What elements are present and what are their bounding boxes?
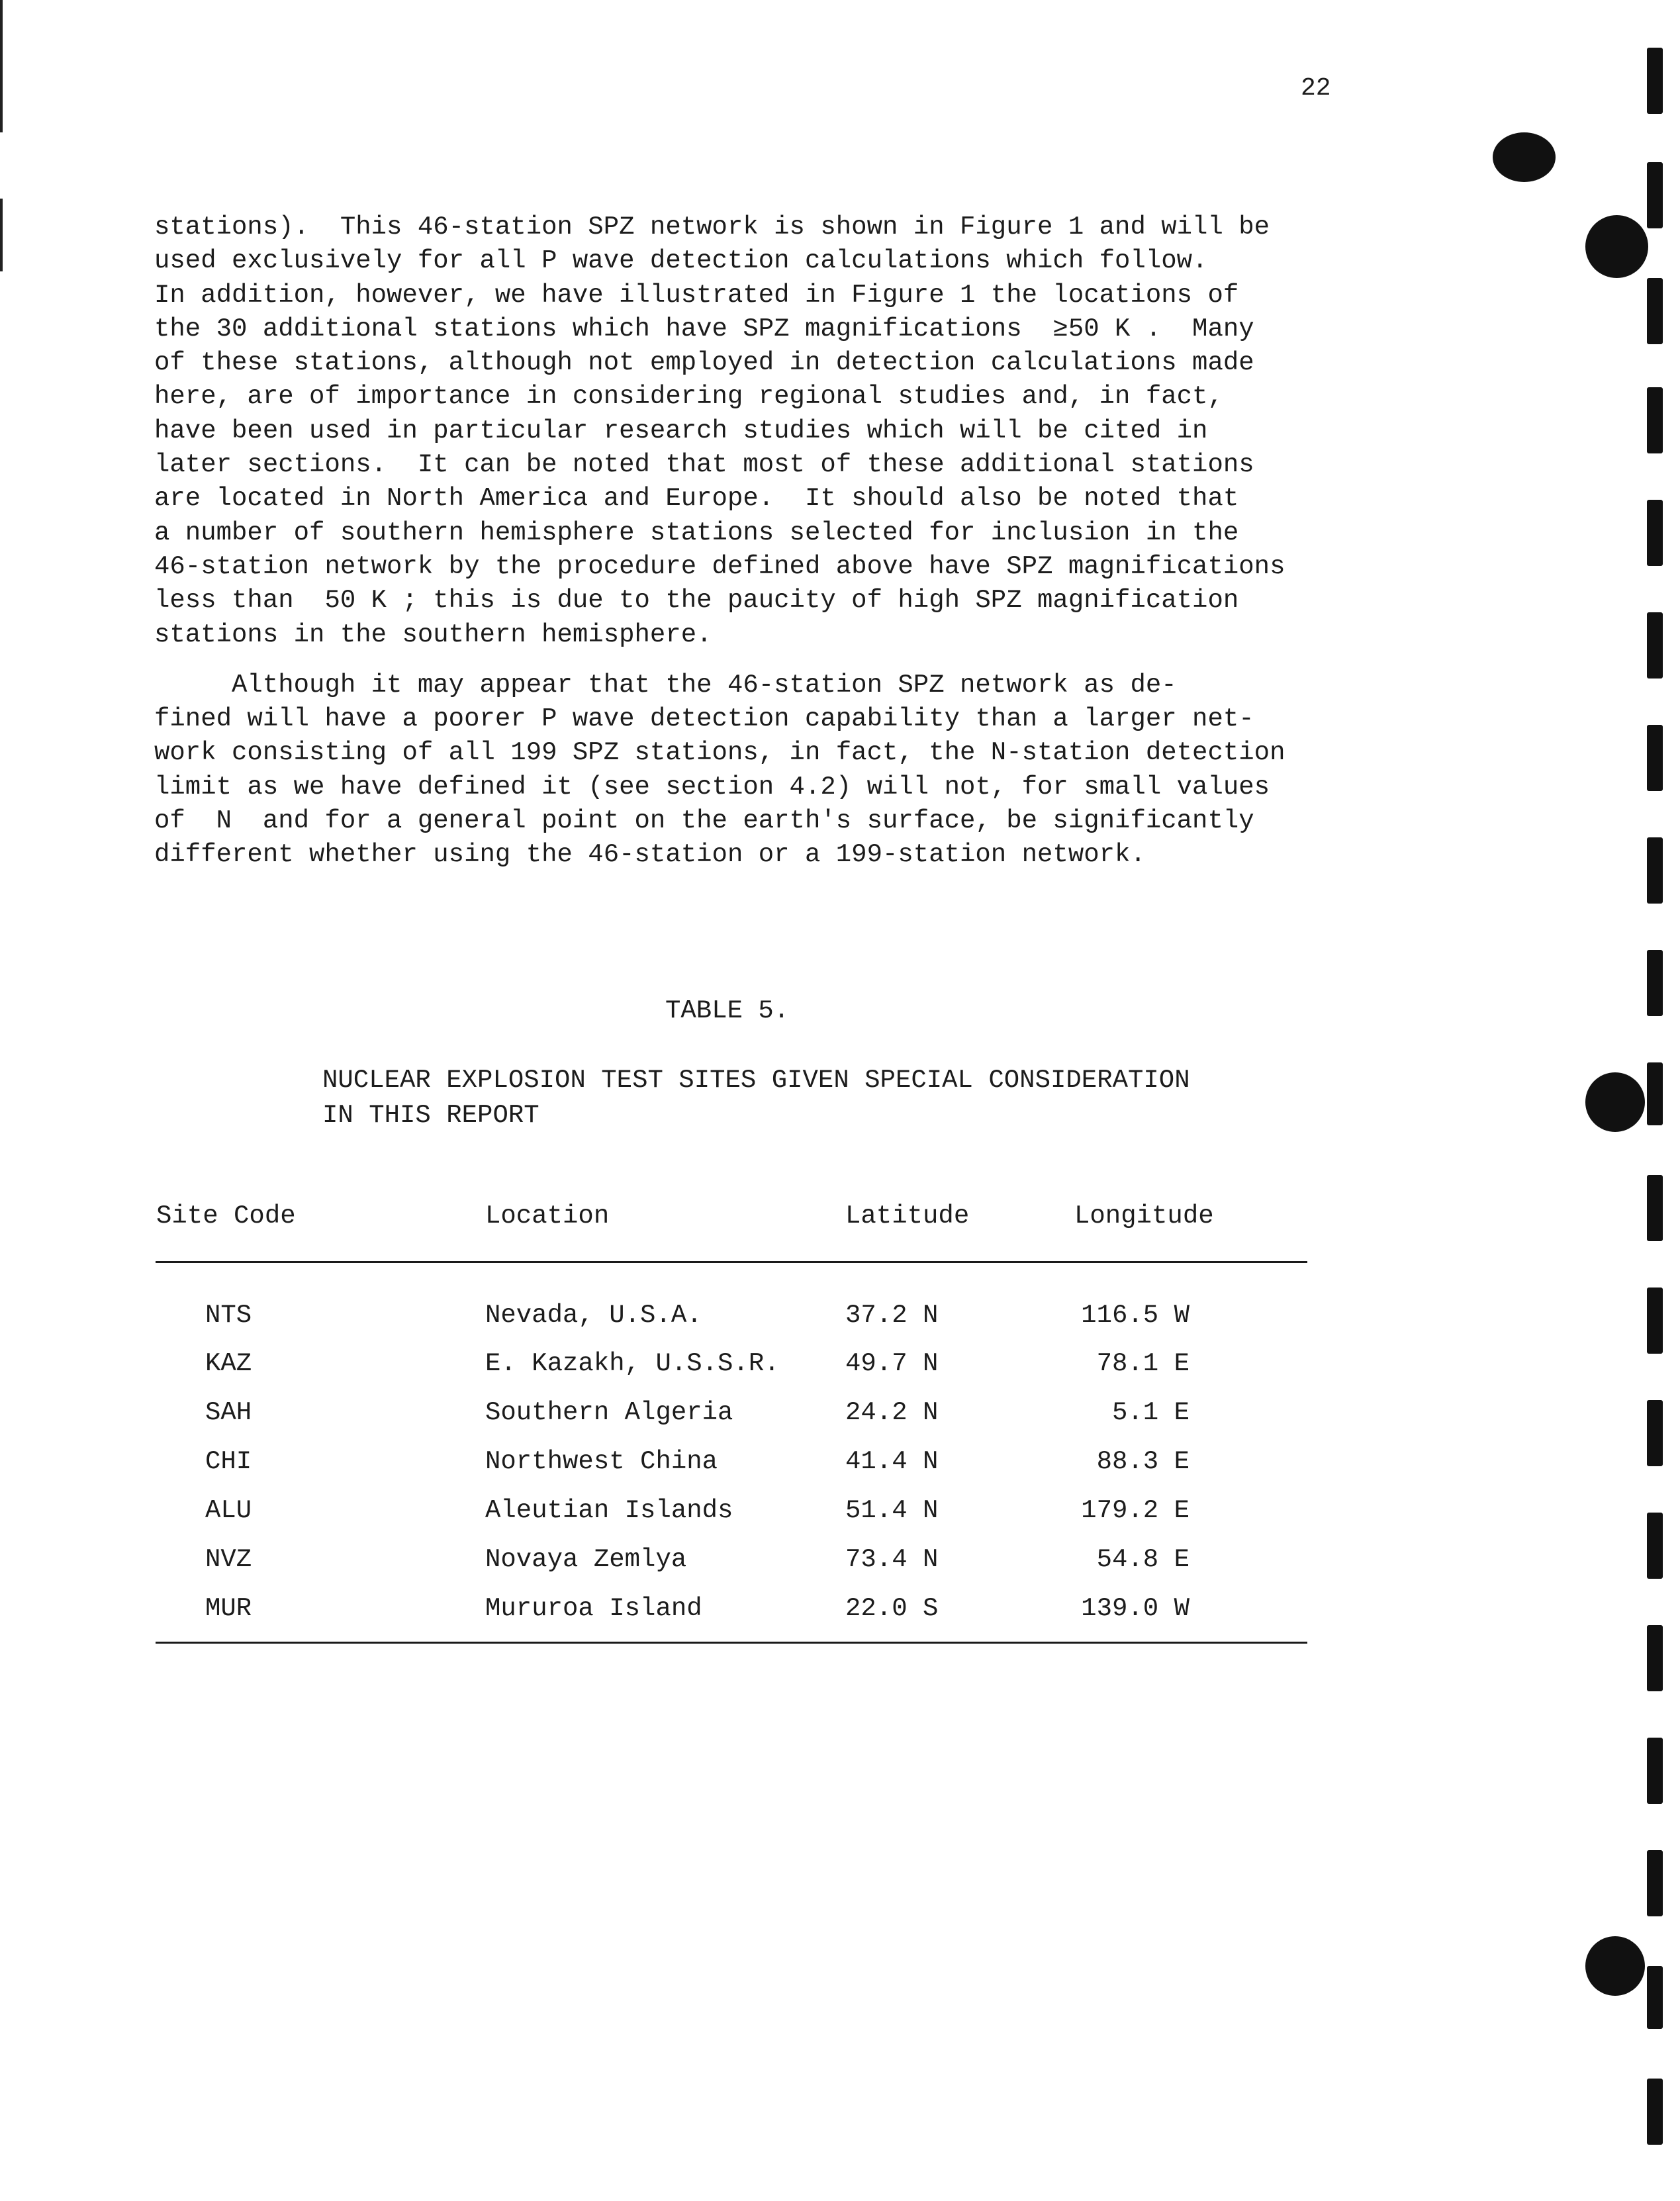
longitude-cell: 179.2 E xyxy=(1081,1496,1190,1525)
text-line: 46-station network by the procedure defined above have SPZ magnifications xyxy=(154,551,1285,581)
binding-bar xyxy=(1647,837,1663,904)
location-cell: E. Kazakh, U.S.S.R. xyxy=(485,1349,780,1378)
text-line: Although it may appear that the 46-station SPZ network as de- xyxy=(154,670,1177,700)
longitude-cell: 78.1 E xyxy=(1096,1349,1190,1378)
longitude-cell: 139.0 W xyxy=(1081,1594,1190,1623)
binding-bar xyxy=(1647,1966,1663,2029)
longitude-cell: 88.3 E xyxy=(1096,1447,1190,1476)
binding-bar xyxy=(1647,1062,1663,1125)
column-header-longitude: Longitude xyxy=(1074,1201,1214,1231)
table-title-line: NUCLEAR EXPLOSION TEST SITES GIVEN SPECIAL CONSIDERATION xyxy=(322,1066,1190,1095)
paragraph-2 xyxy=(154,669,1366,872)
binding-bar xyxy=(1647,1625,1663,1691)
punch-hole xyxy=(1585,215,1648,278)
punch-hole xyxy=(1585,1072,1645,1132)
text-line: used exclusively for all P wave detection calculations which follow. xyxy=(154,246,1208,276)
text-line: have been used in particular research studies which will be cited in xyxy=(154,416,1208,445)
site-code-cell: SAH xyxy=(205,1398,252,1427)
binding-bar xyxy=(1647,1175,1663,1241)
text-line: stations). This 46-station SPZ network is shown in Figure 1 and will be xyxy=(154,212,1270,242)
punch-hole xyxy=(1585,1936,1645,1996)
location-cell: Mururoa Island xyxy=(485,1594,702,1623)
text-line: of N and for a general point on the earth's surface, be significantly xyxy=(154,806,1254,836)
binding-bar xyxy=(1647,2079,1663,2145)
text-line: stations in the southern hemisphere. xyxy=(154,620,712,649)
text-line: limit as we have defined it (see section 4.2) will not, for small values xyxy=(154,772,1270,802)
text-line: work consisting of all 199 SPZ stations, in fact, the N-station detection xyxy=(154,738,1285,768)
body-text xyxy=(154,211,1366,872)
table-rule-top xyxy=(156,1261,1307,1263)
site-code-cell: CHI xyxy=(205,1447,252,1476)
text-line: of these stations, although not employed in detection calculations made xyxy=(154,348,1254,378)
text-line: different whether using the 46-station or a 199-station network. xyxy=(154,840,1146,870)
text-line: here, are of importance in considering regional studies and, in fact, xyxy=(154,382,1223,412)
binding-bar xyxy=(1647,1400,1663,1466)
text-line: later sections. It can be noted that most of these additional stations xyxy=(154,450,1254,480)
location-cell: Novaya Zemlya xyxy=(485,1545,687,1574)
table-title-line: IN THIS REPORT xyxy=(322,1101,539,1130)
longitude-cell: 54.8 E xyxy=(1096,1545,1190,1574)
text-line: fined will have a poorer P wave detection capability than a larger net- xyxy=(154,704,1254,734)
binding-bar xyxy=(1647,500,1663,566)
location-cell: Nevada, U.S.A. xyxy=(485,1301,702,1330)
longitude-cell: 5.1 E xyxy=(1111,1398,1190,1427)
site-code-cell: MUR xyxy=(205,1594,252,1623)
paragraph-1 xyxy=(154,211,1366,652)
page-number: 22 xyxy=(1301,74,1331,103)
site-code-cell: ALU xyxy=(205,1496,252,1525)
binding-bar xyxy=(1647,725,1663,791)
binding-bar xyxy=(1647,387,1663,453)
table-title xyxy=(322,1063,1190,1133)
table-number: TABLE 5. xyxy=(665,996,790,1025)
longitude-cell: 116.5 W xyxy=(1081,1301,1190,1330)
binding-bar xyxy=(1647,1850,1663,1916)
latitude-cell: 22.0 S xyxy=(845,1594,939,1623)
text-line: a number of southern hemisphere stations selected for inclusion in the xyxy=(154,518,1239,547)
site-code-cell: NVZ xyxy=(205,1545,252,1574)
binding-bar xyxy=(1647,950,1663,1016)
site-code-cell: KAZ xyxy=(205,1349,252,1378)
latitude-cell: 51.4 N xyxy=(845,1496,939,1525)
latitude-cell: 37.2 N xyxy=(845,1301,939,1330)
text-line: less than 50 K ; this is due to the paucity of high SPZ magnification xyxy=(154,586,1239,616)
latitude-cell: 49.7 N xyxy=(845,1349,939,1378)
binding-bar xyxy=(1647,162,1663,228)
latitude-cell: 73.4 N xyxy=(845,1545,939,1574)
punch-hole xyxy=(1493,132,1556,182)
site-code-cell: NTS xyxy=(205,1301,252,1330)
binding-bar xyxy=(1647,48,1663,114)
column-header-location: Location xyxy=(485,1201,610,1231)
binding-bar xyxy=(1647,612,1663,679)
location-cell: Aleutian Islands xyxy=(485,1496,733,1525)
column-header-site-code: Site Code xyxy=(156,1201,296,1231)
latitude-cell: 24.2 N xyxy=(845,1398,939,1427)
binding-bar xyxy=(1647,1288,1663,1354)
text-line: are located in North America and Europe. It should also be noted that xyxy=(154,484,1239,514)
table-rule-bottom xyxy=(156,1642,1307,1644)
column-header-latitude: Latitude xyxy=(845,1201,970,1231)
text-line: In addition, however, we have illustrated in Figure 1 the locations of xyxy=(154,280,1239,310)
location-cell: Northwest China xyxy=(485,1447,718,1476)
latitude-cell: 41.4 N xyxy=(845,1447,939,1476)
text-line: the 30 additional stations which have SPZ magnifications ≥50 K . Many xyxy=(154,314,1254,344)
scan-edge-mark xyxy=(0,199,3,271)
scan-edge-mark xyxy=(0,0,3,132)
binding-bar xyxy=(1647,278,1663,344)
binding-bar xyxy=(1647,1738,1663,1804)
location-cell: Southern Algeria xyxy=(485,1398,733,1427)
binding-bar xyxy=(1647,1513,1663,1579)
